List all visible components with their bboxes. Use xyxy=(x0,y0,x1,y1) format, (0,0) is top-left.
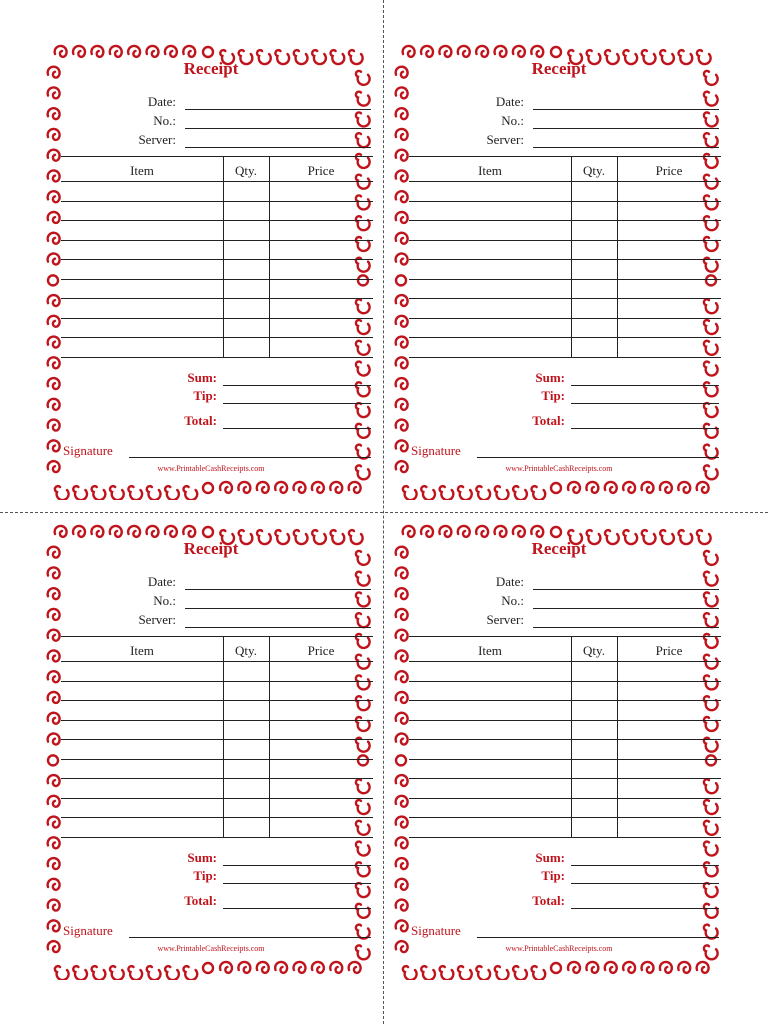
swirl-icon xyxy=(396,461,408,472)
swirl-icon xyxy=(396,796,408,807)
swirl-icon xyxy=(396,420,408,431)
total-label: Total: xyxy=(184,893,217,908)
number-label: No.: xyxy=(501,113,524,128)
server-label: Server: xyxy=(138,612,176,627)
table-row[interactable] xyxy=(61,357,373,358)
swirl-icon xyxy=(48,588,60,599)
number-label: No.: xyxy=(501,593,524,608)
table-row[interactable] xyxy=(61,700,373,701)
swirl-icon xyxy=(48,295,60,306)
website-url: www.PrintableCashReceipts.com xyxy=(157,944,265,953)
table-top-rule xyxy=(409,636,721,637)
receipt-card-2 xyxy=(391,40,721,500)
signature-field[interactable] xyxy=(477,937,719,938)
swirl-icon xyxy=(396,837,408,848)
sum-field[interactable] xyxy=(571,385,719,386)
table-row[interactable] xyxy=(61,720,373,721)
server-label: Server: xyxy=(486,132,524,147)
table-row[interactable] xyxy=(409,778,721,779)
swirl-icon xyxy=(48,316,60,327)
horizontal-cut-line xyxy=(0,512,768,513)
swirl-icon xyxy=(396,337,408,348)
swirl-icon xyxy=(48,212,60,223)
items-table xyxy=(61,636,373,837)
swirl-icon xyxy=(396,399,408,410)
ring-icon xyxy=(396,275,406,285)
swirl-icon xyxy=(48,775,60,786)
swirl-icon xyxy=(396,941,408,952)
table-row[interactable] xyxy=(61,817,373,818)
swirl-icon xyxy=(48,357,60,368)
swirl-icon xyxy=(396,671,408,682)
swirl-icon xyxy=(48,692,60,703)
swirl-icon xyxy=(396,817,408,828)
column-divider xyxy=(617,156,618,357)
tip-field[interactable] xyxy=(571,403,719,404)
table-row[interactable] xyxy=(61,181,373,182)
swirl-icon xyxy=(48,67,60,78)
sum-field[interactable] xyxy=(223,865,371,866)
swirl-icon xyxy=(48,547,60,558)
swirl-icon xyxy=(48,609,60,620)
table-row[interactable] xyxy=(61,661,373,662)
signature-field[interactable] xyxy=(129,937,371,938)
signature-field[interactable] xyxy=(477,457,719,458)
table-row[interactable] xyxy=(61,259,373,260)
total-field[interactable] xyxy=(223,428,371,429)
table-row[interactable] xyxy=(409,201,721,202)
table-row[interactable] xyxy=(61,337,373,338)
column-header-qty: Qty. xyxy=(235,643,257,658)
table-row[interactable] xyxy=(61,837,373,838)
table-top-rule xyxy=(61,636,373,637)
receipt-title: Receipt xyxy=(183,59,239,78)
column-header-item: Item xyxy=(478,643,502,658)
sum-label: Sum: xyxy=(187,370,217,385)
server-label: Server: xyxy=(486,612,524,627)
column-divider xyxy=(223,636,224,837)
server-field[interactable] xyxy=(533,147,719,148)
table-row[interactable] xyxy=(61,240,373,241)
column-header-item: Item xyxy=(478,163,502,178)
number-label: No.: xyxy=(153,113,176,128)
items-table xyxy=(409,636,721,837)
website-url: www.PrintableCashReceipts.com xyxy=(505,944,613,953)
tip-label: Tip: xyxy=(193,868,217,883)
swirl-icon xyxy=(48,461,60,472)
date-label: Date: xyxy=(495,574,524,589)
column-divider xyxy=(223,156,224,357)
signature-label: Signature xyxy=(63,923,113,938)
table-row[interactable] xyxy=(409,798,721,799)
ring-icon xyxy=(396,755,406,765)
receipt-body xyxy=(61,52,373,492)
table-top-rule xyxy=(409,156,721,157)
total-label: Total: xyxy=(532,413,565,428)
swirl-icon xyxy=(396,858,408,869)
table-row[interactable] xyxy=(61,759,373,760)
swirl-icon xyxy=(48,900,60,911)
swirl-icon xyxy=(396,150,408,161)
items-table xyxy=(61,156,373,357)
number-field[interactable] xyxy=(185,608,371,609)
swirl-icon xyxy=(48,796,60,807)
swirl-icon xyxy=(396,440,408,451)
table-row[interactable] xyxy=(61,220,373,221)
swirl-icon xyxy=(48,399,60,410)
table-row[interactable] xyxy=(409,279,721,280)
signature-label: Signature xyxy=(411,923,461,938)
swirl-icon xyxy=(48,378,60,389)
column-divider xyxy=(617,636,618,837)
swirl-icon xyxy=(48,734,60,745)
swirl-icon xyxy=(48,630,60,641)
tip-label: Tip: xyxy=(541,388,565,403)
column-divider xyxy=(571,636,572,837)
swirl-icon xyxy=(396,588,408,599)
ring-icon xyxy=(48,275,58,285)
date-field[interactable] xyxy=(533,109,719,110)
swirl-icon xyxy=(48,567,60,578)
column-header-price: Price xyxy=(655,643,683,658)
receipt-body xyxy=(409,52,721,492)
table-row[interactable] xyxy=(409,720,721,721)
date-field[interactable] xyxy=(533,589,719,590)
number-field[interactable] xyxy=(533,608,719,609)
table-row[interactable] xyxy=(409,739,721,740)
receipt-title: Receipt xyxy=(531,59,587,78)
swirl-icon xyxy=(396,191,408,202)
sum-label: Sum: xyxy=(187,850,217,865)
number-field[interactable] xyxy=(533,128,719,129)
sum-label: Sum: xyxy=(535,850,565,865)
column-divider xyxy=(269,156,270,357)
tip-label: Tip: xyxy=(541,868,565,883)
swirl-icon xyxy=(396,316,408,327)
swirl-icon xyxy=(48,170,60,181)
swirl-icon xyxy=(48,440,60,451)
swirl-icon xyxy=(396,212,408,223)
column-header-price: Price xyxy=(307,643,335,658)
receipt-card-1 xyxy=(43,40,373,500)
sum-field[interactable] xyxy=(571,865,719,866)
column-header-item: Item xyxy=(130,643,154,658)
total-field[interactable] xyxy=(571,428,719,429)
server-label: Server: xyxy=(138,132,176,147)
signature-field[interactable] xyxy=(129,457,371,458)
swirl-icon xyxy=(48,879,60,890)
table-row[interactable] xyxy=(409,357,721,358)
total-field[interactable] xyxy=(223,908,371,909)
column-header-price: Price xyxy=(307,163,335,178)
total-label: Total: xyxy=(184,413,217,428)
swirl-icon xyxy=(396,170,408,181)
swirl-icon xyxy=(396,295,408,306)
table-row[interactable] xyxy=(61,681,373,682)
swirl-icon xyxy=(396,775,408,786)
swirl-icon xyxy=(48,837,60,848)
table-top-rule xyxy=(61,156,373,157)
swirl-icon xyxy=(48,713,60,724)
swirl-icon xyxy=(396,547,408,558)
swirl-icon xyxy=(396,920,408,931)
receipt-title: Receipt xyxy=(183,539,239,558)
date-label: Date: xyxy=(147,94,176,109)
table-row[interactable] xyxy=(61,739,373,740)
swirl-icon xyxy=(396,713,408,724)
tip-field[interactable] xyxy=(223,883,371,884)
receipt-body xyxy=(61,532,373,972)
swirl-icon xyxy=(48,108,60,119)
swirl-icon xyxy=(48,191,60,202)
table-row[interactable] xyxy=(409,661,721,662)
swirl-icon xyxy=(396,609,408,620)
column-divider xyxy=(571,156,572,357)
swirl-icon xyxy=(48,129,60,140)
swirl-icon xyxy=(48,817,60,828)
swirl-icon xyxy=(396,692,408,703)
date-field[interactable] xyxy=(185,109,371,110)
swirl-icon xyxy=(396,567,408,578)
date-label: Date: xyxy=(147,574,176,589)
date-field[interactable] xyxy=(185,589,371,590)
table-row[interactable] xyxy=(409,337,721,338)
swirl-icon xyxy=(48,87,60,98)
swirl-icon xyxy=(396,650,408,661)
swirl-icon xyxy=(48,941,60,952)
table-row[interactable] xyxy=(61,778,373,779)
receipt-card-4 xyxy=(391,520,721,980)
date-label: Date: xyxy=(495,94,524,109)
table-row[interactable] xyxy=(61,318,373,319)
swirl-icon xyxy=(396,254,408,265)
swirl-icon xyxy=(48,150,60,161)
sum-field[interactable] xyxy=(223,385,371,386)
server-field[interactable] xyxy=(185,627,371,628)
receipt-card-3 xyxy=(43,520,373,980)
server-field[interactable] xyxy=(185,147,371,148)
table-row[interactable] xyxy=(61,279,373,280)
tip-label: Tip: xyxy=(193,388,217,403)
tip-field[interactable] xyxy=(223,403,371,404)
website-url: www.PrintableCashReceipts.com xyxy=(505,464,613,473)
table-row[interactable] xyxy=(409,259,721,260)
website-url: www.PrintableCashReceipts.com xyxy=(157,464,265,473)
swirl-icon xyxy=(396,630,408,641)
table-row[interactable] xyxy=(409,837,721,838)
swirl-icon xyxy=(48,254,60,265)
table-row[interactable] xyxy=(409,681,721,682)
swirl-icon xyxy=(396,734,408,745)
signature-label: Signature xyxy=(411,443,461,458)
swirl-icon xyxy=(396,108,408,119)
table-row[interactable] xyxy=(409,240,721,241)
swirl-icon xyxy=(396,129,408,140)
swirl-icon xyxy=(48,420,60,431)
tip-field[interactable] xyxy=(571,883,719,884)
swirl-icon xyxy=(48,671,60,682)
column-header-price: Price xyxy=(655,163,683,178)
swirl-icon xyxy=(48,233,60,244)
swirl-icon xyxy=(48,858,60,869)
column-header-qty: Qty. xyxy=(235,163,257,178)
table-row[interactable] xyxy=(409,298,721,299)
table-row[interactable] xyxy=(409,181,721,182)
swirl-icon xyxy=(396,67,408,78)
swirl-icon xyxy=(48,337,60,348)
swirl-icon xyxy=(48,650,60,661)
signature-label: Signature xyxy=(63,443,113,458)
table-row[interactable] xyxy=(409,759,721,760)
swirl-icon xyxy=(396,357,408,368)
table-row[interactable] xyxy=(409,220,721,221)
swirl-icon xyxy=(396,900,408,911)
number-field[interactable] xyxy=(185,128,371,129)
table-row[interactable] xyxy=(409,700,721,701)
column-header-qty: Qty. xyxy=(583,163,605,178)
items-table xyxy=(409,156,721,357)
total-field[interactable] xyxy=(571,908,719,909)
swirl-icon xyxy=(396,87,408,98)
receipt-body xyxy=(409,532,721,972)
number-label: No.: xyxy=(153,593,176,608)
server-field[interactable] xyxy=(533,627,719,628)
swirl-icon xyxy=(48,920,60,931)
sum-label: Sum: xyxy=(535,370,565,385)
ring-icon xyxy=(48,755,58,765)
total-label: Total: xyxy=(532,893,565,908)
swirl-icon xyxy=(396,879,408,890)
swirl-icon xyxy=(396,233,408,244)
column-header-qty: Qty. xyxy=(583,643,605,658)
table-row[interactable] xyxy=(409,817,721,818)
column-divider xyxy=(269,636,270,837)
table-row[interactable] xyxy=(409,318,721,319)
column-header-item: Item xyxy=(130,163,154,178)
table-row[interactable] xyxy=(61,798,373,799)
table-row[interactable] xyxy=(61,298,373,299)
table-row[interactable] xyxy=(61,201,373,202)
swirl-icon xyxy=(396,378,408,389)
receipt-title: Receipt xyxy=(531,539,587,558)
